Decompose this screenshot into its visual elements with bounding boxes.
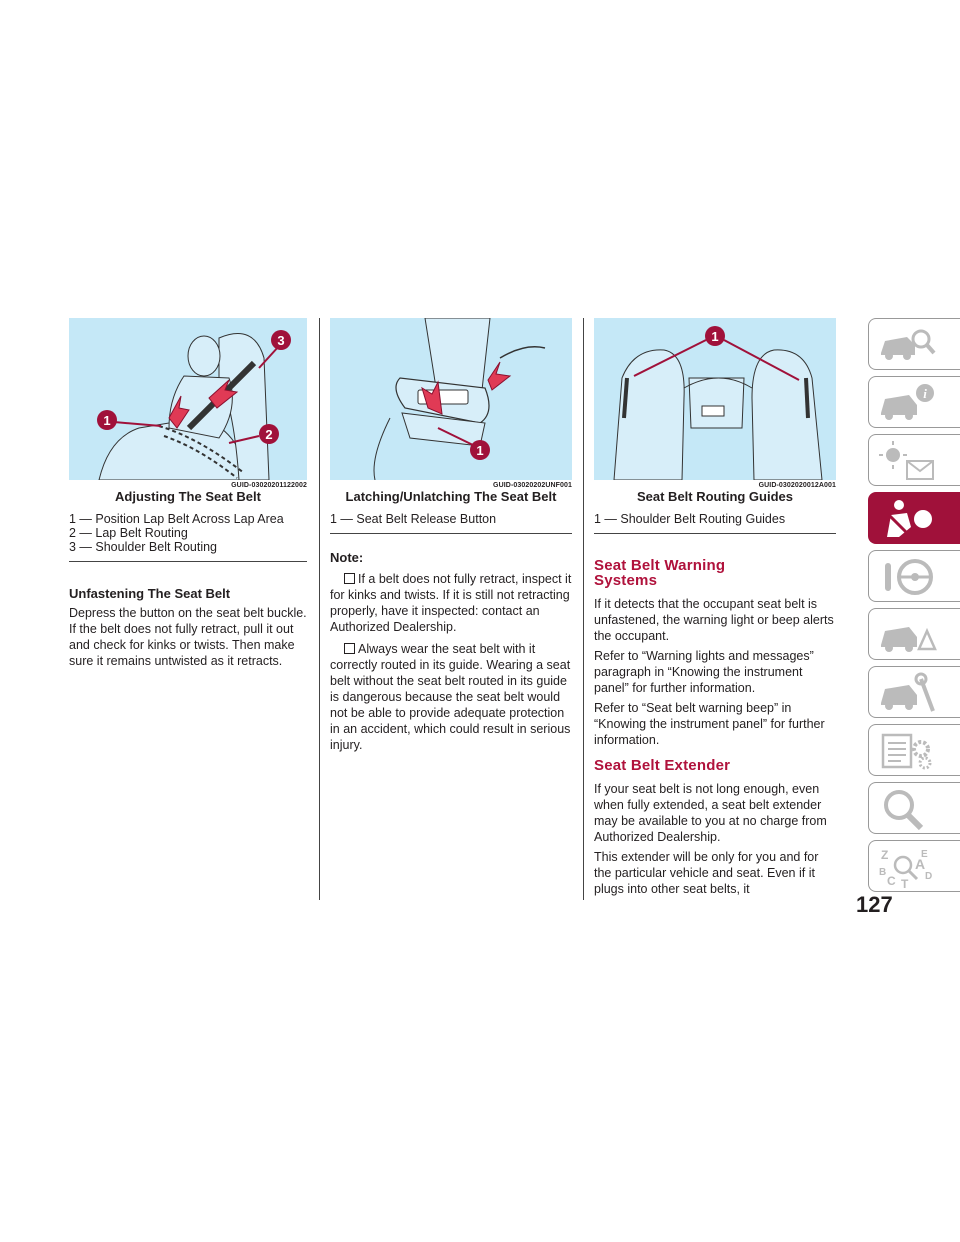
callout-2: 2 — [265, 427, 273, 442]
figure-title: Adjusting The Seat Belt — [115, 489, 261, 504]
svg-text:B: B — [879, 867, 887, 878]
callout-1: 1 — [476, 443, 484, 458]
svg-text:E: E — [921, 849, 928, 860]
svg-text:D: D — [925, 871, 933, 882]
tab-emergency[interactable] — [868, 608, 960, 660]
tab-warning-lights[interactable] — [868, 434, 960, 486]
column-1 — [69, 318, 307, 669]
svg-text:i: i — [923, 386, 927, 401]
seat-routing-illustration — [594, 318, 836, 480]
column-2 — [330, 318, 572, 753]
car-service-icon — [877, 671, 937, 715]
tab-safety[interactable] — [868, 492, 960, 544]
paragraph: This extender will be only for you and for the particular vehicle and seat. Even if it plugs into other seat belts, it — [594, 850, 819, 896]
paragraph: Refer to “Seat belt warning beep” in “Knowing the instrument panel” for further information. — [594, 701, 825, 747]
figure-legend — [69, 512, 307, 562]
checkbox-bullet-icon — [344, 643, 355, 654]
figure-legend — [594, 512, 836, 534]
note-bullet: Always wear the seat belt with it correctly routed in its guide. Wearing a seat belt without the seat belt routed in its guide is dangerous because the seat belt would not be able to provide adequate protection in an accident, which could result in serious injury. — [330, 642, 571, 752]
steering-wheel-icon — [877, 555, 937, 599]
warning-lights-icon — [877, 439, 937, 483]
tab-car-info[interactable] — [868, 376, 960, 428]
tab-service[interactable] — [868, 666, 960, 718]
legend-item: 2 — Lap Belt Routing — [69, 526, 188, 540]
tab-specs[interactable] — [868, 724, 960, 776]
figure-title: Seat Belt Routing Guides — [636, 489, 793, 504]
car-info-icon — [877, 381, 937, 425]
legend-item: 1 — Shoulder Belt Routing Guides — [594, 512, 786, 526]
svg-text:Z: Z — [881, 848, 889, 862]
tab-car-search[interactable] — [868, 318, 960, 370]
figure-code: GUID-0302020012A001 — [758, 482, 836, 489]
section-title-warning-systems: Seat Belt Warning Systems — [594, 557, 726, 589]
car-search-icon — [877, 323, 937, 367]
tab-driving[interactable] — [868, 550, 960, 602]
figure-legend — [330, 512, 572, 534]
index-letters-icon — [877, 845, 937, 889]
legend-item: 1 — Position Lap Belt Across Lap Area — [69, 512, 284, 526]
buckle-illustration — [330, 318, 572, 480]
svg-text:A: A — [915, 856, 926, 872]
paragraph: If your seat belt is not long enough, even when fully extended, a seat belt extender may be available to you at no charge from Authorized Dealership. — [594, 782, 827, 844]
figure-routing-guides — [594, 318, 836, 480]
paragraph: If it detects that the occupant seat belt is unfastened, the warning light or beep alerts the occupant. — [594, 597, 834, 643]
safety-airbag-icon — [877, 497, 937, 541]
callout-1: 1 — [711, 329, 719, 344]
magnifier-icon — [877, 787, 937, 831]
paragraph: Depress the button on the seat belt buckle. If the belt does not fully retract, pull it out and check for kinks or twists. Then make sure it remains untwisted as it retracts. — [69, 606, 307, 668]
paragraph: Refer to “Warning lights and messages” paragraph in “Knowing the instrument panel” for further information. — [594, 649, 814, 695]
tab-index[interactable] — [868, 840, 960, 892]
legend-item: 1 — Seat Belt Release Button — [330, 512, 497, 526]
figure-latching-seat-belt — [330, 318, 572, 480]
seat-belt-adjust-illustration — [69, 318, 307, 480]
column-divider — [583, 318, 584, 900]
figure-title: Latching/Unlatching The Seat Belt — [345, 489, 557, 504]
note-bullet: If a belt does not fully retract, inspect it for kinks and twists. If it is still not retracting properly, have it inspected: contact an Authorized Dealership. — [330, 572, 572, 634]
specs-gear-icon — [877, 729, 937, 773]
legend-item: 3 — Shoulder Belt Routing — [69, 540, 218, 554]
column-divider — [319, 318, 320, 900]
svg-text:C: C — [887, 874, 896, 888]
car-emergency-icon — [877, 613, 937, 657]
svg-text:T: T — [901, 877, 909, 889]
column-3 — [594, 318, 836, 897]
callout-3: 3 — [277, 333, 285, 348]
section-title-extender: Seat Belt Extender — [594, 757, 731, 774]
figure-code: GUID-03020201122002 — [231, 482, 307, 489]
callout-1: 1 — [103, 413, 111, 428]
figure-adjusting-seat-belt — [69, 318, 307, 480]
subheading-unfastening: Unfastening The Seat Belt — [69, 586, 231, 601]
figure-code: GUID-03020202UNF001 — [493, 482, 572, 489]
page-number: 127 — [856, 892, 893, 917]
checkbox-bullet-icon — [344, 573, 355, 584]
note-label: Note: — [330, 550, 364, 565]
tab-search[interactable] — [868, 782, 960, 834]
